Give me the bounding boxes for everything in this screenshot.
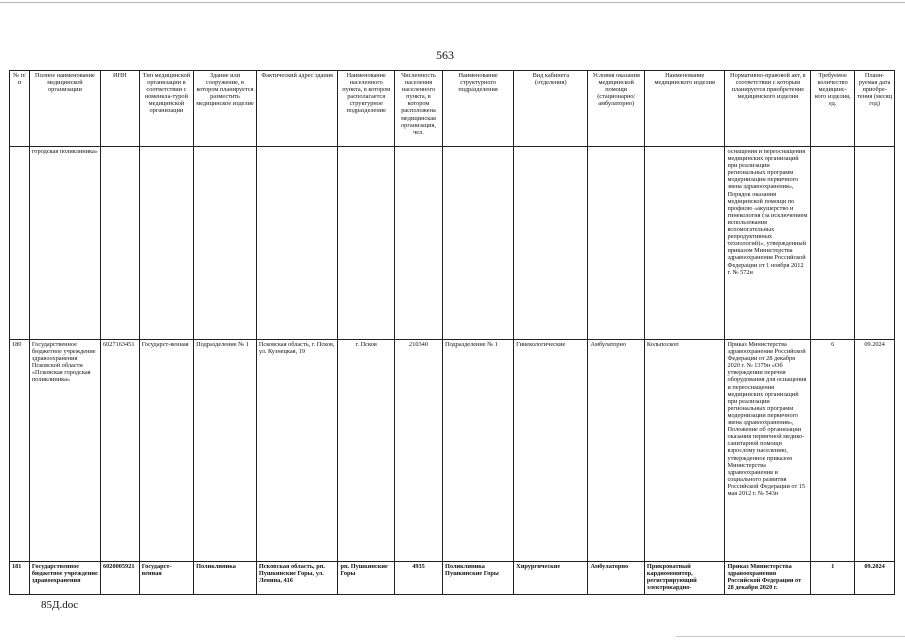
cell-population bbox=[394, 147, 442, 340]
cell-building: Подразделение № 1 bbox=[194, 340, 257, 562]
cell-inn: 6027163451 bbox=[101, 340, 140, 562]
scan-top-edge-line bbox=[0, 2, 905, 3]
file-name-footer: 85Д.doc bbox=[41, 599, 79, 611]
cell-address bbox=[256, 147, 338, 340]
cell-number: 180 bbox=[10, 340, 30, 562]
header-cabinet-type: Вид кабинета (отделения) bbox=[514, 71, 588, 147]
cell-legal-act: оснащения и переоснащения медицинских организаций при реализации региональных программ модернизации первичного звена здравоохранения», Порядок оказания медицинской помощи по профилю «акушерство и гинекология (за исключением использования вспомогательных репродуктивных технологий)», утвержденный приказом Министерства здравоохранения Российской Федерации от 1 ноября 2012 г. № 572н bbox=[725, 147, 811, 340]
cell-address: Псковская область, г. Псков, ул. Кузнецкая, 19 bbox=[256, 340, 338, 562]
cell-quantity bbox=[811, 147, 855, 340]
cell-building: Поликлиника bbox=[194, 562, 257, 595]
cell-inn bbox=[101, 147, 140, 340]
cell-purchase-date: 09.2024 bbox=[855, 562, 895, 595]
table-header-row bbox=[10, 71, 895, 147]
cell-quantity: 6 bbox=[811, 340, 855, 562]
cell-organization-name: Государственное бюджетное учреждение здравоохранения bbox=[29, 562, 100, 595]
cell-inn: 6020005921 bbox=[101, 562, 140, 595]
header-inn: ИНН bbox=[101, 71, 140, 147]
cell-settlement bbox=[338, 147, 394, 340]
table-row bbox=[10, 340, 895, 562]
table-row bbox=[10, 147, 895, 340]
cell-organization-name: Государственное бюджетное учреждение здравоохранения Псковской области «Псковская городская поликлиника» bbox=[29, 340, 100, 562]
cell-care-conditions bbox=[588, 147, 644, 340]
cell-subdivision: Поликлиника Пушкинские Горы bbox=[443, 562, 514, 595]
header-settlement: Наименование населенного пункта, в котором располагается структурное подразделение bbox=[338, 71, 394, 147]
cell-legal-act: Приказ Министерства здравоохранения Российской Федерации от 28 декабря 2020 г. № 1379н «Об утверждении перечня оборудования для оснащения и переоснащения медицинских организаций при реализации региональных программ модернизации первичного звена здравоохранения», Положение об организации оказания первичной медико-санитарной помощи взрослому населению, утвержденное приказом Министерства здравоохранения и социального развития Российской Федерации от 15 мая 2012 г. № 543н bbox=[725, 340, 811, 562]
equipment-table bbox=[9, 70, 895, 595]
cell-care-conditions: Амбулаторно bbox=[588, 340, 644, 562]
header-address: Фактический адрес здания bbox=[256, 71, 338, 147]
cell-subdivision: Подразделение № 1 bbox=[443, 340, 514, 562]
cell-population: 210340 bbox=[394, 340, 442, 562]
page-number: 563 bbox=[436, 48, 454, 62]
cell-address: Псковская область, рп. Пушкинские Горы, ул. Ленина, 416 bbox=[256, 562, 338, 595]
header-purchase-date: Плани-руемая дата приобре-тения (месяц год) bbox=[855, 71, 895, 147]
header-legal-act: Нормативно-правовой акт, в соответствии с которым планируется приобретение медицинского изделия bbox=[725, 71, 811, 147]
cell-cabinet-type: Хирургические bbox=[514, 562, 588, 595]
cell-legal-act: Приказ Министерства здравоохранения Российской Федерации от 28 декабря 2020 г. bbox=[725, 562, 811, 595]
table-row bbox=[10, 562, 895, 595]
cell-organization-type: Государст-венная bbox=[139, 340, 193, 562]
cell-organization-type: Государст-венная bbox=[139, 562, 193, 595]
cell-device-name: Прикроватный кардиомонитор, регистрирующий электрокардио- bbox=[644, 562, 725, 595]
cell-device-name bbox=[644, 147, 725, 340]
cell-purchase-date: 09.2024 bbox=[855, 340, 895, 562]
cell-cabinet-type bbox=[514, 147, 588, 340]
cell-organization-type bbox=[139, 147, 193, 340]
header-subdivision: Наименование структурного подразделения bbox=[443, 71, 514, 147]
cell-organization-name: городская поликлиника» bbox=[29, 147, 100, 340]
cell-settlement: рп. Пушкинские Горы bbox=[338, 562, 394, 595]
cell-building bbox=[194, 147, 257, 340]
cell-quantity: 1 bbox=[811, 562, 855, 595]
header-population: Численность населения населенного пункта, в котором расположена медицинская организация, чел. bbox=[394, 71, 442, 147]
header-organization-name: Полное наименование медицинской организации bbox=[29, 71, 100, 147]
cell-cabinet-type: Гинекологические bbox=[514, 340, 588, 562]
header-organization-type: Тип медицинской организации в соответствии с номенкла-турой медицинской организации bbox=[139, 71, 193, 147]
header-number: № п/п bbox=[10, 71, 30, 147]
cell-purchase-date bbox=[855, 147, 895, 340]
cell-settlement: г. Псков bbox=[338, 340, 394, 562]
scan-bottom-edge-line bbox=[676, 636, 905, 637]
cell-subdivision bbox=[443, 147, 514, 340]
cell-number bbox=[10, 147, 30, 340]
header-building: Здание или сооружение, в котором планируется разместить медицинское изделие bbox=[194, 71, 257, 147]
header-device-name: Наименование медицинского изделия bbox=[644, 71, 725, 147]
cell-device-name: Кольпоскоп bbox=[644, 340, 725, 562]
cell-number: 181 bbox=[10, 562, 30, 595]
header-quantity: Требуемое количество медицинс-кого изделия, ед. bbox=[811, 71, 855, 147]
header-care-conditions: Условия оказания медицинской помощи (стационарно/ амбулаторно) bbox=[588, 71, 644, 147]
cell-care-conditions: Амбулаторно bbox=[588, 562, 644, 595]
cell-population: 4935 bbox=[394, 562, 442, 595]
